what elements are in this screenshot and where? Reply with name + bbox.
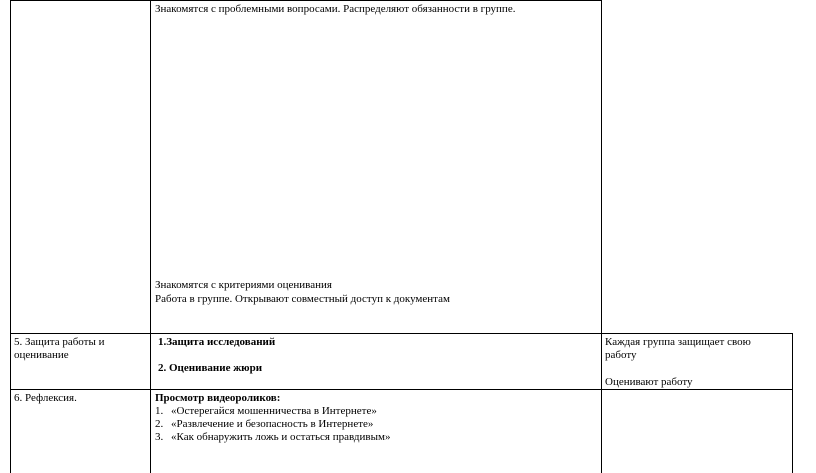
row1-middle-line2: Знакомятся с критериями оценивания bbox=[155, 279, 332, 291]
table-border-left bbox=[10, 0, 11, 473]
list-item-number: 1. bbox=[155, 405, 164, 417]
row1-middle-line1: Знакомятся с проблемными вопросами. Распределяют обязанности в группе. bbox=[155, 3, 516, 15]
row2-right-line3: Оценивают работу bbox=[605, 376, 693, 388]
row2-stage-line1: 5. Защита работы и bbox=[14, 336, 105, 348]
list-item bbox=[155, 431, 390, 444]
row1-middle-line3: Работа в группе. Открывают совместный доступ к документам bbox=[155, 293, 450, 305]
row2-stage-line2: оценивание bbox=[14, 349, 69, 361]
list-item-number: 2. bbox=[155, 418, 164, 430]
table-col-divider-1 bbox=[150, 0, 151, 473]
row3-stage: 6. Рефлексия. bbox=[14, 392, 77, 404]
list-item-number: 3. bbox=[155, 431, 164, 443]
row2-middle-item2: 2. Оценивание жюри bbox=[158, 362, 263, 374]
table-col-divider-2 bbox=[601, 0, 602, 473]
list-item bbox=[155, 405, 377, 418]
table-row-divider-1 bbox=[10, 333, 793, 334]
list-item bbox=[155, 418, 373, 431]
table-border-right bbox=[792, 333, 793, 473]
list-item-text: «Развлечение и безопасность в Интернете» bbox=[171, 418, 374, 430]
table-row-divider-2 bbox=[10, 389, 793, 390]
row2-right-line2: работу bbox=[605, 349, 637, 361]
list-item-text: «Как обнаружить ложь и остаться правдивым» bbox=[171, 431, 391, 443]
row2-middle-item1: 1.Защита исследований bbox=[158, 336, 276, 348]
row3-middle-heading: Просмотр видеороликов: bbox=[155, 392, 281, 404]
row2-right-line1: Каждая группа защищает свою bbox=[605, 336, 751, 348]
list-item-text: «Остерегайся мошенничества в Интернете» bbox=[171, 405, 377, 417]
table-border-top bbox=[10, 0, 602, 1]
